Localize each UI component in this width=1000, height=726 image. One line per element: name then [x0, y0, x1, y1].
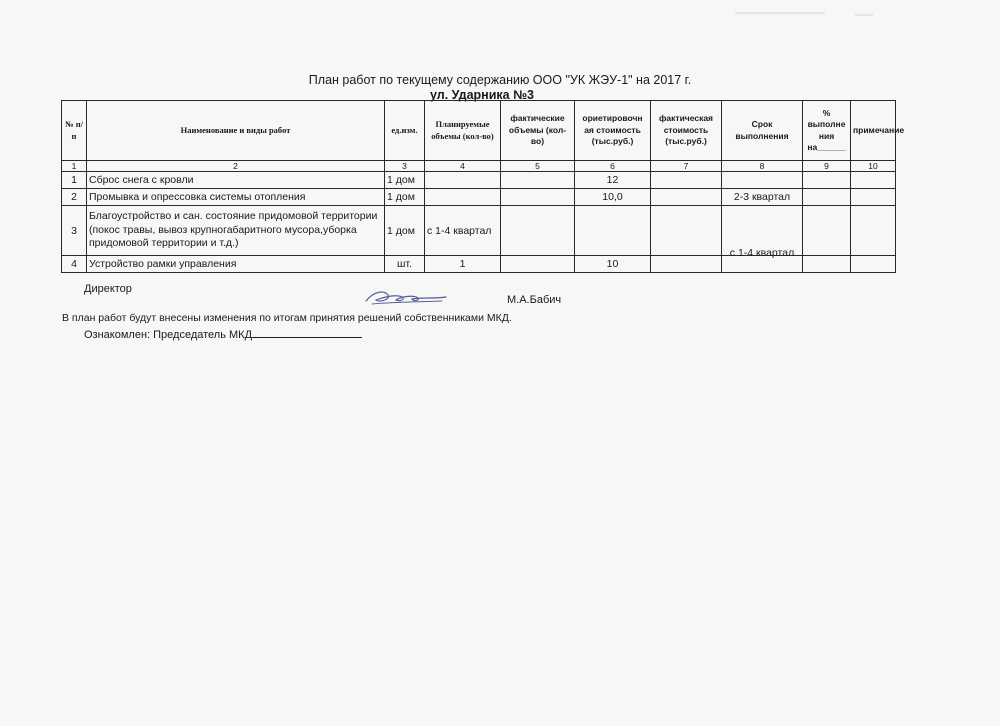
table-row	[62, 206, 896, 256]
header-name: Наименование и виды работ	[87, 101, 385, 161]
row-note	[851, 189, 896, 206]
row-num: 1	[62, 172, 87, 189]
row-num: 2	[62, 189, 87, 206]
row-name: Устройство рамки управления	[87, 256, 385, 273]
row-name: Благоустройство и сан. состояние придомовой территории (покос травы, вывоз крупногабаритного мусора,уборка придомовой территории и т.д.)	[87, 206, 385, 256]
footer-note: В план работ будут внесены изменения по итогам принятия решений собственниками МКД.	[62, 312, 512, 324]
scan-artifact	[855, 14, 873, 16]
row-estimated-cost: 10,0	[575, 189, 651, 206]
column-number: 5	[501, 161, 575, 172]
director-label: Директор	[84, 283, 132, 295]
header-unit: ед.изм.	[385, 101, 425, 161]
row-planned	[425, 189, 501, 206]
row-percent	[803, 256, 851, 273]
column-number: 8	[722, 161, 803, 172]
document-subtitle: ул. Ударника №3	[430, 88, 534, 102]
column-number: 3	[385, 161, 425, 172]
header-actual-volume: фактические объемы (кол-во)	[501, 101, 575, 161]
row-percent	[803, 172, 851, 189]
row-estimated-cost: 10	[575, 256, 651, 273]
column-number: 7	[651, 161, 722, 172]
header-estimated-cost: ориетировочн ая стоимость (тыс.руб.)	[575, 101, 651, 161]
row-actual-volume	[501, 256, 575, 273]
director-name: М.А.Бабич	[507, 294, 562, 306]
row-planned	[425, 172, 501, 189]
row-unit: 1 дом	[385, 189, 425, 206]
row-unit: шт.	[385, 256, 425, 273]
row-term: 2-3 квартал	[722, 189, 803, 206]
scan-artifact	[735, 12, 825, 14]
header-percent: % выполне ния на______	[803, 101, 851, 161]
row-actual-cost	[651, 189, 722, 206]
signature-line	[252, 327, 362, 338]
work-plan-table	[61, 100, 905, 273]
column-number: 1	[62, 161, 87, 172]
row-actual-cost	[651, 256, 722, 273]
row-name: Промывка и опрессовка системы отопления	[87, 189, 385, 206]
row-actual-cost	[651, 172, 722, 189]
row-estimated-cost: 12	[575, 172, 651, 189]
header-actual-cost: фактическая стоимость (тыс.руб.)	[651, 101, 722, 161]
row-note	[851, 172, 896, 189]
table-row	[62, 172, 896, 189]
row-unit: 1 дом	[385, 172, 425, 189]
row-planned: 1	[425, 256, 501, 273]
acknowledgement-label: Ознакомлен: Председатель МКД	[84, 329, 253, 341]
column-number: 2	[87, 161, 385, 172]
row-estimated-cost	[575, 206, 651, 256]
row-actual-volume	[501, 189, 575, 206]
row-num: 3	[62, 206, 87, 256]
row-actual-volume	[501, 206, 575, 256]
row-unit: 1 дом	[385, 206, 425, 256]
header-note: примечание	[851, 101, 896, 161]
row-num: 4	[62, 256, 87, 273]
row-planned: с 1-4 квартал	[425, 206, 501, 256]
row-percent	[803, 206, 851, 256]
signature-icon	[362, 287, 452, 309]
row-note	[851, 256, 896, 273]
column-number-row	[62, 161, 896, 172]
document-title: План работ по текущему содержанию ООО "УК ЖЭУ-1" на 2017 г.	[308, 73, 692, 87]
acknowledgement	[84, 327, 362, 341]
row-percent	[803, 189, 851, 206]
header-planned: Планируемые объемы (кол-во)	[425, 101, 501, 161]
header-num: № п/п	[62, 101, 87, 161]
column-number: 6	[575, 161, 651, 172]
table-row	[62, 189, 896, 206]
row-actual-volume	[501, 172, 575, 189]
header-term: Срок выполнения	[722, 101, 803, 161]
row-note	[851, 206, 896, 256]
column-number: 10	[851, 161, 896, 172]
row-term: с 1-4 квартал	[722, 210, 803, 260]
column-number: 4	[425, 161, 501, 172]
row-actual-cost	[651, 206, 722, 256]
column-number: 9	[803, 161, 851, 172]
row-name: Сброс снега с кровли	[87, 172, 385, 189]
table-header-row	[62, 101, 896, 161]
row-term	[722, 172, 803, 189]
